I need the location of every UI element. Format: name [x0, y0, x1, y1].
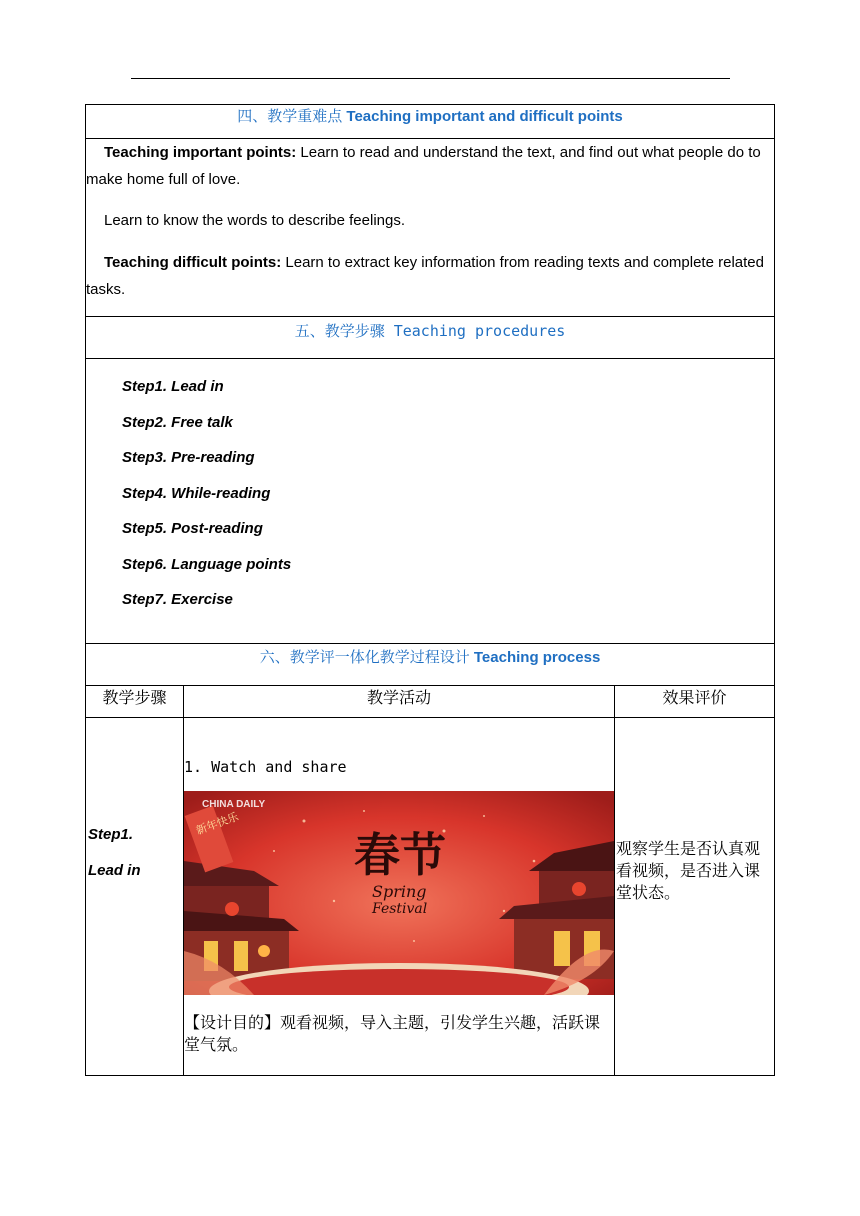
row1-step-line2: Lead in — [88, 862, 141, 879]
watermark-text: CHINA DAILY — [202, 799, 266, 810]
words-point — [86, 207, 774, 234]
difficult-points-label: Teaching difficult points: — [104, 254, 282, 271]
step-item: Step7. Exercise — [122, 591, 233, 608]
row1-step-line1: Step1. — [88, 826, 134, 843]
row1-step-cell — [85, 717, 184, 1076]
design-purpose: 【设计目的】观看视频，导入主题，引发学生兴趣，活跃课堂气氛。 — [184, 1013, 601, 1054]
step-item: Step6. Language points — [122, 556, 292, 573]
step-item: Step3. Pre-reading — [122, 449, 255, 466]
header-en: Teaching important and difficult points — [346, 108, 623, 125]
page-header-rule — [131, 78, 730, 79]
col-header-activity — [183, 685, 615, 718]
process-header-cn: 六、教学评一体化教学过程设计 — [259, 649, 470, 666]
section-procedures — [85, 316, 775, 644]
procedures-header-text: 五、教学步骤 Teaching procedures — [294, 322, 566, 340]
step-item: Step2. Free talk — [122, 414, 233, 431]
difficult-points-text: Learn to extract key information from reading texts and complete related tasks. — [86, 254, 764, 298]
difficult-points — [86, 249, 774, 303]
important-points — [86, 139, 774, 193]
image-title-en-1: Spring — [372, 882, 427, 901]
section-process-header — [85, 643, 775, 686]
header-cn: 四、教学重难点 — [237, 108, 343, 125]
spring-festival-illustration — [184, 791, 614, 995]
section-key-points — [85, 104, 775, 317]
col-header-eval-text: 效果评价 — [662, 690, 727, 707]
section-procedures-header — [86, 317, 774, 359]
banner-text: 新年快乐 — [194, 810, 241, 838]
image-title-cn: 春节 — [354, 828, 446, 882]
col-header-eval — [614, 685, 775, 718]
step-item: Step1. Lead in — [122, 378, 224, 395]
step-item: Step5. Post-reading — [122, 520, 263, 537]
process-header-en: Teaching process — [473, 649, 601, 666]
row1-activity-cell — [183, 717, 615, 1076]
important-points-text: Learn to read and understand the text, and find out what people do to make home full of love. — [86, 144, 761, 188]
row1-eval-cell — [614, 717, 775, 1076]
col-header-steps-text: 教学步骤 — [102, 690, 167, 707]
col-header-steps — [85, 685, 184, 718]
col-header-activity-text: 教学活动 — [366, 690, 431, 707]
important-points-label: Teaching important points: — [104, 144, 297, 161]
step-item: Step4. While-reading — [122, 485, 271, 502]
image-title-en-2: Festival — [372, 901, 428, 917]
section-key-points-header — [86, 105, 774, 139]
spring-festival-image — [184, 791, 614, 995]
activity-title: 1. Watch and share — [184, 758, 347, 776]
words-point-text: Learn to know the words to describe feelings. — [104, 212, 406, 229]
process-header — [86, 644, 774, 672]
evaluation-text: 观察学生是否认真观看视频，是否进入课堂状态。 — [616, 839, 761, 902]
